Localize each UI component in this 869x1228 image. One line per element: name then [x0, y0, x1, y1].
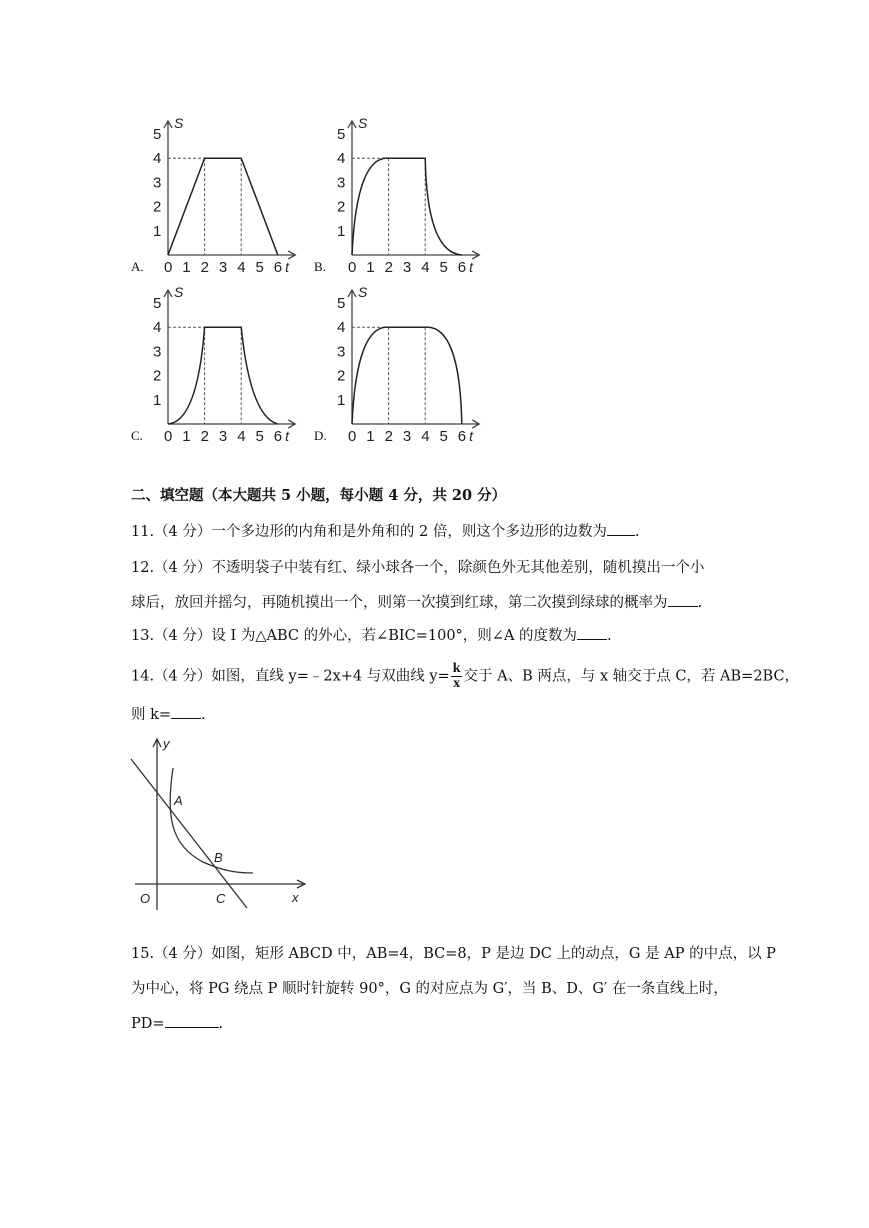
- graph-b-y-label: S: [358, 114, 368, 131]
- graph-a-x-tick-1: 1: [182, 259, 191, 276]
- section-heading: 二、填空题（本大题共 5 小题，每小题 4 分，共 20 分）: [131, 487, 507, 504]
- x-axis-arrow-icon: [297, 880, 305, 888]
- option-b-label: B.: [314, 259, 326, 274]
- graph-b-y-tick-1: 1: [337, 222, 346, 240]
- option-d-label: D.: [314, 428, 327, 443]
- answer-blank: [165, 1013, 219, 1028]
- graph-b-x-tick-2: 2: [384, 259, 393, 276]
- graph-d-x-tick-0: 0: [348, 428, 357, 445]
- graph-b-x-tick-1: 1: [366, 259, 375, 276]
- graph-d-x-tick-6: 6: [457, 428, 467, 445]
- x-axis-label: x: [292, 890, 299, 905]
- graph-b-x-tick-5: 5: [439, 259, 448, 276]
- question-15-line-1: 15.（4 分）如图，矩形 ABCD 中，AB=4，BC=8，P 是边 DC 上的动点，G 是 AP 的中点，以 P: [131, 946, 776, 962]
- option-c-label: C.: [131, 428, 143, 443]
- graph-a-x-label: t: [285, 259, 290, 275]
- question-12-line-1: 12.（4 分）不透明袋子中装有红、绿小球各一个，除颜色外无其他差别，随机摸出一个小: [131, 560, 705, 576]
- graph-b-x-tick-0: 0: [348, 259, 357, 276]
- graph-a-y-label: S: [174, 114, 184, 131]
- graph-b-x-tick-3: 3: [402, 259, 412, 276]
- question-11: 11.（4 分）一个多边形的内角和是外角和的 2 倍，则这个多边形的边数为 .: [131, 521, 639, 542]
- graph-b-y-tick-2: 2: [337, 198, 346, 216]
- graph-d-x-tick-3: 3: [402, 428, 412, 445]
- graph-c-x-tick-6: 6: [273, 428, 283, 445]
- graph-d-y-tick-5: 5: [337, 295, 346, 312]
- graph-d-x-tick-2: 2: [384, 428, 393, 445]
- graph-d-x-tick-5: 5: [439, 428, 448, 445]
- hyperbola-curve: [170, 768, 253, 873]
- graph-d-y-tick-4: 4: [337, 319, 346, 337]
- y-axis-label: y: [163, 736, 170, 751]
- graph-c-y-label: S: [174, 283, 184, 300]
- graph-a-y-tick-5: 5: [153, 126, 162, 143]
- graph-b-curve: [352, 158, 462, 255]
- graph-a-x-tick-6: 6: [273, 259, 283, 276]
- graph-a-y-tick-1: 1: [153, 222, 162, 240]
- graph-c-x-tick-0: 0: [164, 428, 173, 445]
- graph-c-y-tick-3: 3: [153, 343, 162, 361]
- graph-c-y-tick-2: 2: [153, 367, 162, 385]
- graph-c-y-tick-5: 5: [153, 295, 162, 312]
- graph-c-y-tick-1: 1: [153, 391, 162, 409]
- graph-d-y-tick-3: 3: [337, 343, 346, 361]
- graph-a-y-tick-4: 4: [153, 150, 162, 168]
- answer-blank: [668, 592, 698, 607]
- line-y-eq-neg2x-plus-4: [131, 759, 247, 908]
- origin-label: O: [140, 891, 151, 906]
- graph-a-x-tick-3: 3: [218, 259, 228, 276]
- graph-a-x-tick-5: 5: [255, 259, 264, 276]
- answer-blank: [607, 521, 635, 536]
- graph-a-x-tick-4: 4: [237, 259, 246, 276]
- graph-b-y-tick-4: 4: [337, 150, 346, 168]
- graph-d-x-tick-1: 1: [366, 428, 375, 445]
- graph-d-y-label: S: [358, 283, 368, 300]
- graph-d-x-label: t: [469, 428, 474, 444]
- graph-c-curve: [168, 327, 278, 424]
- graph-a-x-tick-0: 0: [164, 259, 173, 276]
- question-12-line-2: 球后，放回并摇匀，再随机摸出一个，则第一次摸到红球，第二次摸到绿球的概率为 .: [131, 592, 702, 613]
- graph-b-x-tick-4: 4: [421, 259, 430, 276]
- option-a-label: A.: [131, 259, 144, 274]
- y-axis-arrow-icon: [153, 739, 161, 747]
- graph-a-x-tick-2: 2: [200, 259, 209, 276]
- point-a-label: A: [174, 793, 183, 808]
- answer-blank: [577, 625, 607, 640]
- graph-d-curve: [352, 327, 462, 424]
- graph-c-y-tick-4: 4: [153, 319, 162, 337]
- fraction-k-over-x: $\frac{k}{x}$: [452, 661, 461, 691]
- question-14-line-2: 则 k= .: [131, 704, 206, 725]
- graph-a-curve: [168, 158, 278, 255]
- graph-c-x-tick-4: 4: [237, 428, 246, 445]
- question-15-line-3: PD= .: [131, 1013, 223, 1034]
- graph-c-x-tick-1: 1: [182, 428, 191, 445]
- answer-blank: [171, 704, 201, 719]
- graph-c-x-label: t: [285, 428, 290, 444]
- question-15-line-2: 为中心，将 PG 绕点 P 顺时针旋转 90°，G 的对应点为 G′，当 B、D、G′ 在一条直线上时，: [131, 981, 728, 997]
- graph-b-y-tick-3: 3: [337, 174, 346, 192]
- graph-c-x-tick-5: 5: [255, 428, 264, 445]
- graph-d-x-tick-4: 4: [421, 428, 430, 445]
- graph-b-x-label: t: [469, 259, 474, 275]
- answer-option-graphs: [0, 0, 869, 460]
- graph-d-y-tick-1: 1: [337, 391, 346, 409]
- graph-c-x-tick-3: 3: [218, 428, 228, 445]
- graph-d-y-tick-2: 2: [337, 367, 346, 385]
- graph-a-y-tick-3: 3: [153, 174, 162, 192]
- point-c-label: C: [216, 891, 226, 906]
- question-13: 13.（4 分）设 I 为△ABC 的外心，若∠BIC=100°，则∠A 的度数为 .: [131, 625, 612, 646]
- graph-b-x-tick-6: 6: [457, 259, 467, 276]
- graph-c-x-tick-2: 2: [200, 428, 209, 445]
- graph-a-y-tick-2: 2: [153, 198, 162, 216]
- point-b-label: B: [214, 850, 223, 865]
- question-11-text: 11.（4 分）一个多边形的内角和是外角和的 2 倍，则这个多边形的边数为: [131, 524, 607, 540]
- graph-b-y-tick-5: 5: [337, 126, 346, 143]
- question-14-line-1: 14.（4 分）如图，直线 y=﹣2x+4 与双曲线 y= $\frac{k}{x}$ 交于 A、B 两点，与 x 轴交于点 C，若 AB=2BC，: [131, 661, 800, 691]
